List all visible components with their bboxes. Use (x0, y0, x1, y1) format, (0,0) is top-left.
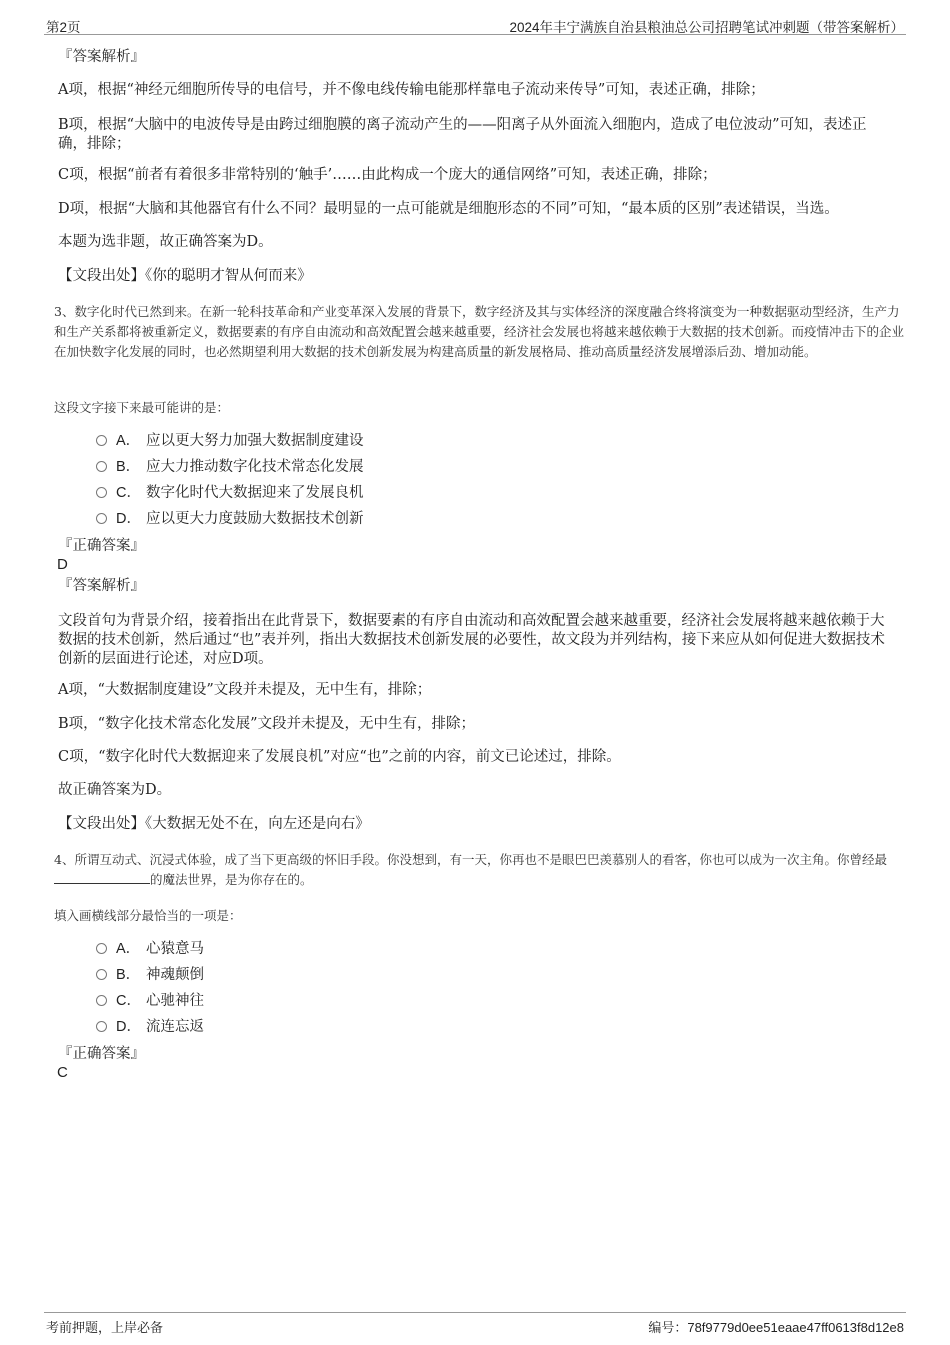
radio-icon[interactable] (96, 461, 107, 472)
q4-question: 填入画横线部分最恰当的一项是： (54, 908, 242, 923)
q2-analysis-c: C项，根据“前者有着很多非常特别的‘触手’……由此构成一个庞大的通信网络”可知，表述正确，排除； (58, 167, 717, 183)
q3-analysis-c: C项，“数字化时代大数据迎来了发展良机”对应“也”之前的内容，前文已论述过，排除。 (58, 749, 621, 765)
q3-conclusion: 故正确答案为D。 (58, 782, 172, 798)
q4-option-b[interactable]: B． 神魂颠倒 (96, 965, 204, 985)
document-title: 2024年丰宁满族自治县粮油总公司招聘笔试冲刺题（带答案解析） (509, 20, 904, 35)
q2-source: 【文段出处】《你的聪明才智从何而来》 (58, 268, 312, 284)
q3-analysis-main: 文段首句为背景介绍，接着指出在此背景下，数据要素的有序自由流动和高效配置会越来越重要，经济社会发展将越来越依赖于大数据的技术创新，然后通过“也”表并列，指出大数据技术创新发展的必要性，故文段为并列结构，接下来应从如何促进大数据技术创新的层面进行论述，对应D项。 (58, 613, 885, 667)
footer-slogan: 考前押题，上岸必备 (46, 1321, 164, 1336)
document-id: 编号：78f9779d0ee51eaae47ff0613f8d12e8 (648, 1320, 904, 1335)
q3-stem: 3、数字化时代已然到来。在新一轮科技革命和产业变革深入发展的背景下，数字经济及其与实体经济的深度融合终将演变为一种数据驱动型经济，生产力和生产关系都将被重新定义，数据要素的有序自由流动和高效配置会越来越重要，经济社会发展也将越来越依赖于大数据的技术创新。而疫情冲击下的企业在加快数字化发展的同时，也必然期望利用大数据的技术创新发展为构建高质量的新发展格局、推动高质量经济发展增添后劲、增加动能。 (54, 304, 905, 359)
q3-option-b[interactable]: B． 应大力推动数字化技术常态化发展 (96, 457, 364, 477)
q4-answer: C (57, 1064, 68, 1081)
q3-option-d[interactable]: D． 应以更大力度鼓励大数据技术创新 (96, 509, 364, 529)
radio-icon[interactable] (96, 435, 107, 446)
radio-icon[interactable] (96, 487, 107, 498)
q3-answer-label: 『正确答案』 (58, 538, 145, 554)
q3-analysis-label: 『答案解析』 (58, 578, 145, 594)
radio-icon[interactable] (96, 969, 107, 980)
q4-option-d[interactable]: D． 流连忘返 (96, 1017, 204, 1037)
q3-source: 【文段出处】《大数据无处不在，向左还是向右》 (58, 816, 370, 832)
q4-option-c[interactable]: C． 心驰神往 (96, 991, 204, 1011)
q2-analysis-d: D项，根据“大脑和其他器官有什么不同？最明显的一点可能就是细胞形态的不同”可知，“最本质的区别”表述错误，当选。 (58, 201, 839, 217)
q3-analysis-a: A项，“大数据制度建设”文段并未提及，无中生有，排除； (58, 682, 432, 698)
q3-option-c[interactable]: C． 数字化时代大数据迎来了发展良机 (96, 483, 364, 503)
q2-analysis-b: B项，根据“大脑中的电波传导是由跨过细胞膜的离子流动产生的——阳离子从外面流入细胞内，造成了电位波动”可知，表述正确，排除； (58, 117, 867, 152)
q3-answer: D (57, 556, 68, 573)
q2-conclusion: 本题为选非题，故正确答案为D。 (58, 234, 273, 250)
radio-icon[interactable] (96, 943, 107, 954)
q4-option-a[interactable]: A． 心猿意马 (96, 939, 204, 959)
page-header (44, 14, 906, 35)
fill-blank (54, 871, 150, 884)
q3-option-a[interactable]: A． 应以更大努力加强大数据制度建设 (96, 431, 364, 451)
page-number: 第2页 (46, 20, 81, 35)
radio-icon[interactable] (96, 1021, 107, 1032)
q4-answer-label: 『正确答案』 (58, 1046, 145, 1062)
q2-analysis-label: 『答案解析』 (58, 49, 145, 65)
q3-analysis-b: B项，“数字化技术常态化发展”文段并未提及，无中生有，排除； (58, 716, 475, 732)
radio-icon[interactable] (96, 513, 107, 524)
q4-stem: 4、所谓互动式、沉浸式体验，成了当下更高级的怀旧手段。你没想到，有一天，你再也不是眼巴巴羡慕别人的看客，你也可以成为一次主角。你曾经最的魔法世界，是为你存在的。 (54, 852, 887, 887)
radio-icon[interactable] (96, 995, 107, 1006)
q2-analysis-a: A项，根据“神经元细胞所传导的电信号，并不像电线传输电能那样靠电子流动来传导”可知，表述正确，排除； (58, 82, 765, 98)
page-footer (44, 1312, 906, 1335)
q3-question: 这段文字接下来最可能讲的是： (54, 400, 230, 415)
